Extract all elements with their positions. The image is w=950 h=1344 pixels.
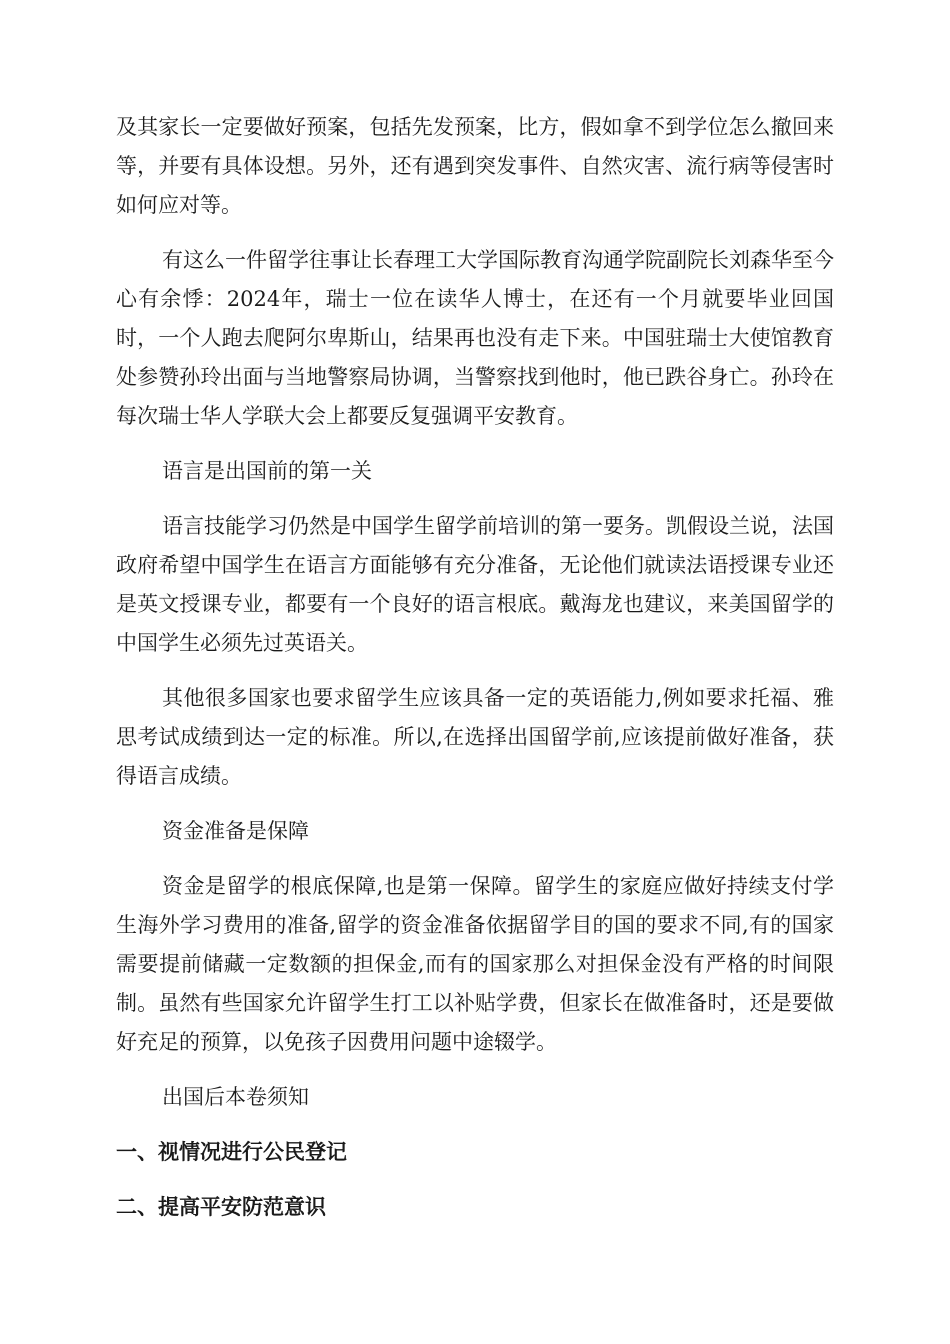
paragraph-continuation: 及其家长一定要做好预案，包括先发预案，比方，假如拿不到学位怎么撤回来等，并要有具体设想。另外，还有遇到突发事件、自然灾害、流行病等侵害时如何应对等。 xyxy=(116,115,834,217)
paragraph-language-skills: 语言技能学习仍然是中国学生留学前培训的第一要务。凯假设兰说，法国政府希望中国学生在语言方面能够有充分准备，无论他们就读法语授课专业还是英文授课专业，都要有一个良好的语言根底。戴海龙也建议，来美国留学的中国学生必须先过英语关。 xyxy=(116,514,834,655)
paragraph-study-abroad-incident: 有这么一件留学往事让长春理工大学国际教育沟通学院副院长刘森华至今心有余悸：2024年，瑞士一位在读华人博士，在还有一个月就要毕业回国时，一个人跑去爬阿尔卑斯山，结果再也没有走下来。中国驻瑞士大使馆教育处参赞孙玲出面与当地警察局协调，当警察找到他时，他已跌谷身亡。孙玲在每次瑞士华人学联大会上都要反复强调平安教育。 xyxy=(116,248,834,428)
subheading-funding: 资金准备是保障 xyxy=(162,819,309,843)
section-heading-citizen-registration: 一、视情况进行公民登记 xyxy=(116,1140,347,1164)
document-page xyxy=(116,108,834,1243)
section-heading-safety-awareness: 二、提高平安防范意识 xyxy=(116,1195,326,1219)
subheading-after-departure: 出国后本卷须知 xyxy=(162,1085,309,1109)
paragraph-english-requirements: 其他很多国家也要求留学生应该具备一定的英语能力,例如要求托福、雅思考试成绩到达一定的标准。所以,在选择出国留学前,应该提前做好准备，获得语言成绩。 xyxy=(116,686,834,788)
paragraph-funding: 资金是留学的根底保障,也是第一保障。留学生的家庭应做好持续支付学生海外学习费用的准备,留学的资金准备依据留学目的国的要求不同,有的国家需要提前储藏一定数额的担保金,而有的国家那么对担保金没有严格的时间限制。虽然有些国家允许留学生打工以补贴学费，但家长在做准备时，还是要做好充足的预算，以免孩子因费用问题中途辍学。 xyxy=(116,874,834,1054)
subheading-language: 语言是出国前的第一关 xyxy=(162,459,372,483)
